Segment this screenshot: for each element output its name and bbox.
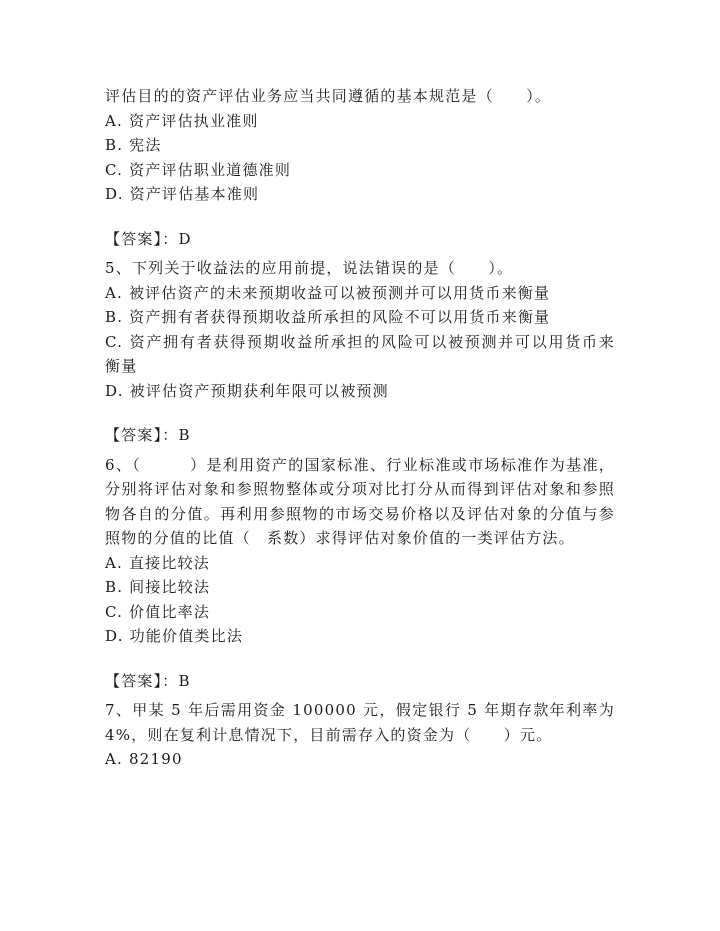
question-4: [105, 84, 615, 251]
question-7: [105, 698, 615, 772]
question-5-option-d: D. 被评估资产预期获利年限可以被预测: [105, 381, 389, 400]
question-7-stem: 7、甲某 5 年后需用资金 100000 元，假定银行 5 年期存款年利率为 4%，则在复利计息情况下，目前需存入的资金为（ ）元。: [105, 701, 615, 744]
question-4-option-b: B. 宪法: [105, 136, 162, 154]
question-5: [105, 256, 615, 448]
question-6-answer: 【答案】：B: [105, 671, 191, 690]
question-4-answer: 【答案】：D: [105, 229, 192, 248]
question-6-option-d: D. 功能价值类比法: [105, 627, 244, 645]
question-5-answer: 【答案】：B: [105, 426, 191, 444]
question-6: [105, 453, 615, 694]
question-5-stem: 5、下列关于收益法的应用前提，说法错误的是（ ）。: [105, 259, 514, 277]
question-5-option-c: C. 资产拥有者获得预期收益所承担的风险可以被预测并可以用货币来衡量: [105, 332, 615, 375]
question-4-option-c: C. 资产评估职业道德准则: [105, 160, 292, 179]
question-7-option-a: A. 82190: [105, 750, 183, 768]
question-6-option-c: C. 价值比率法: [105, 602, 211, 621]
question-4-option-d: D. 资产评估基本准则: [105, 185, 260, 203]
question-6-option-a: A. 直接比较法: [105, 553, 210, 572]
question-6-stem: 6、（ ）是利用资产的国家标准、行业标准或市场标准作为基准，分别将评估对象和参照物整体或分项对比打分从而得到评估对象和参照物各自的分值。再利用参照物的市场交易价格以及评估对象的分值与参照物的分值的比值（ 系数）求得评估对象价值的一类评估方法。: [105, 455, 615, 547]
question-6-option-b: B. 间接比较法: [105, 578, 211, 596]
document-page: [105, 84, 615, 772]
question-4-stem: 评估目的的资产评估业务应当共同遵循的基本规范是（ ）。: [105, 87, 552, 105]
question-5-option-a: A. 被评估资产的未来预期收益可以被预测并可以用货币来衡量: [105, 283, 551, 302]
question-4-option-a: A. 资产评估执业准则: [105, 111, 259, 130]
question-5-option-b: B. 资产拥有者获得预期收益所承担的风险不可以用货币来衡量: [105, 308, 551, 326]
